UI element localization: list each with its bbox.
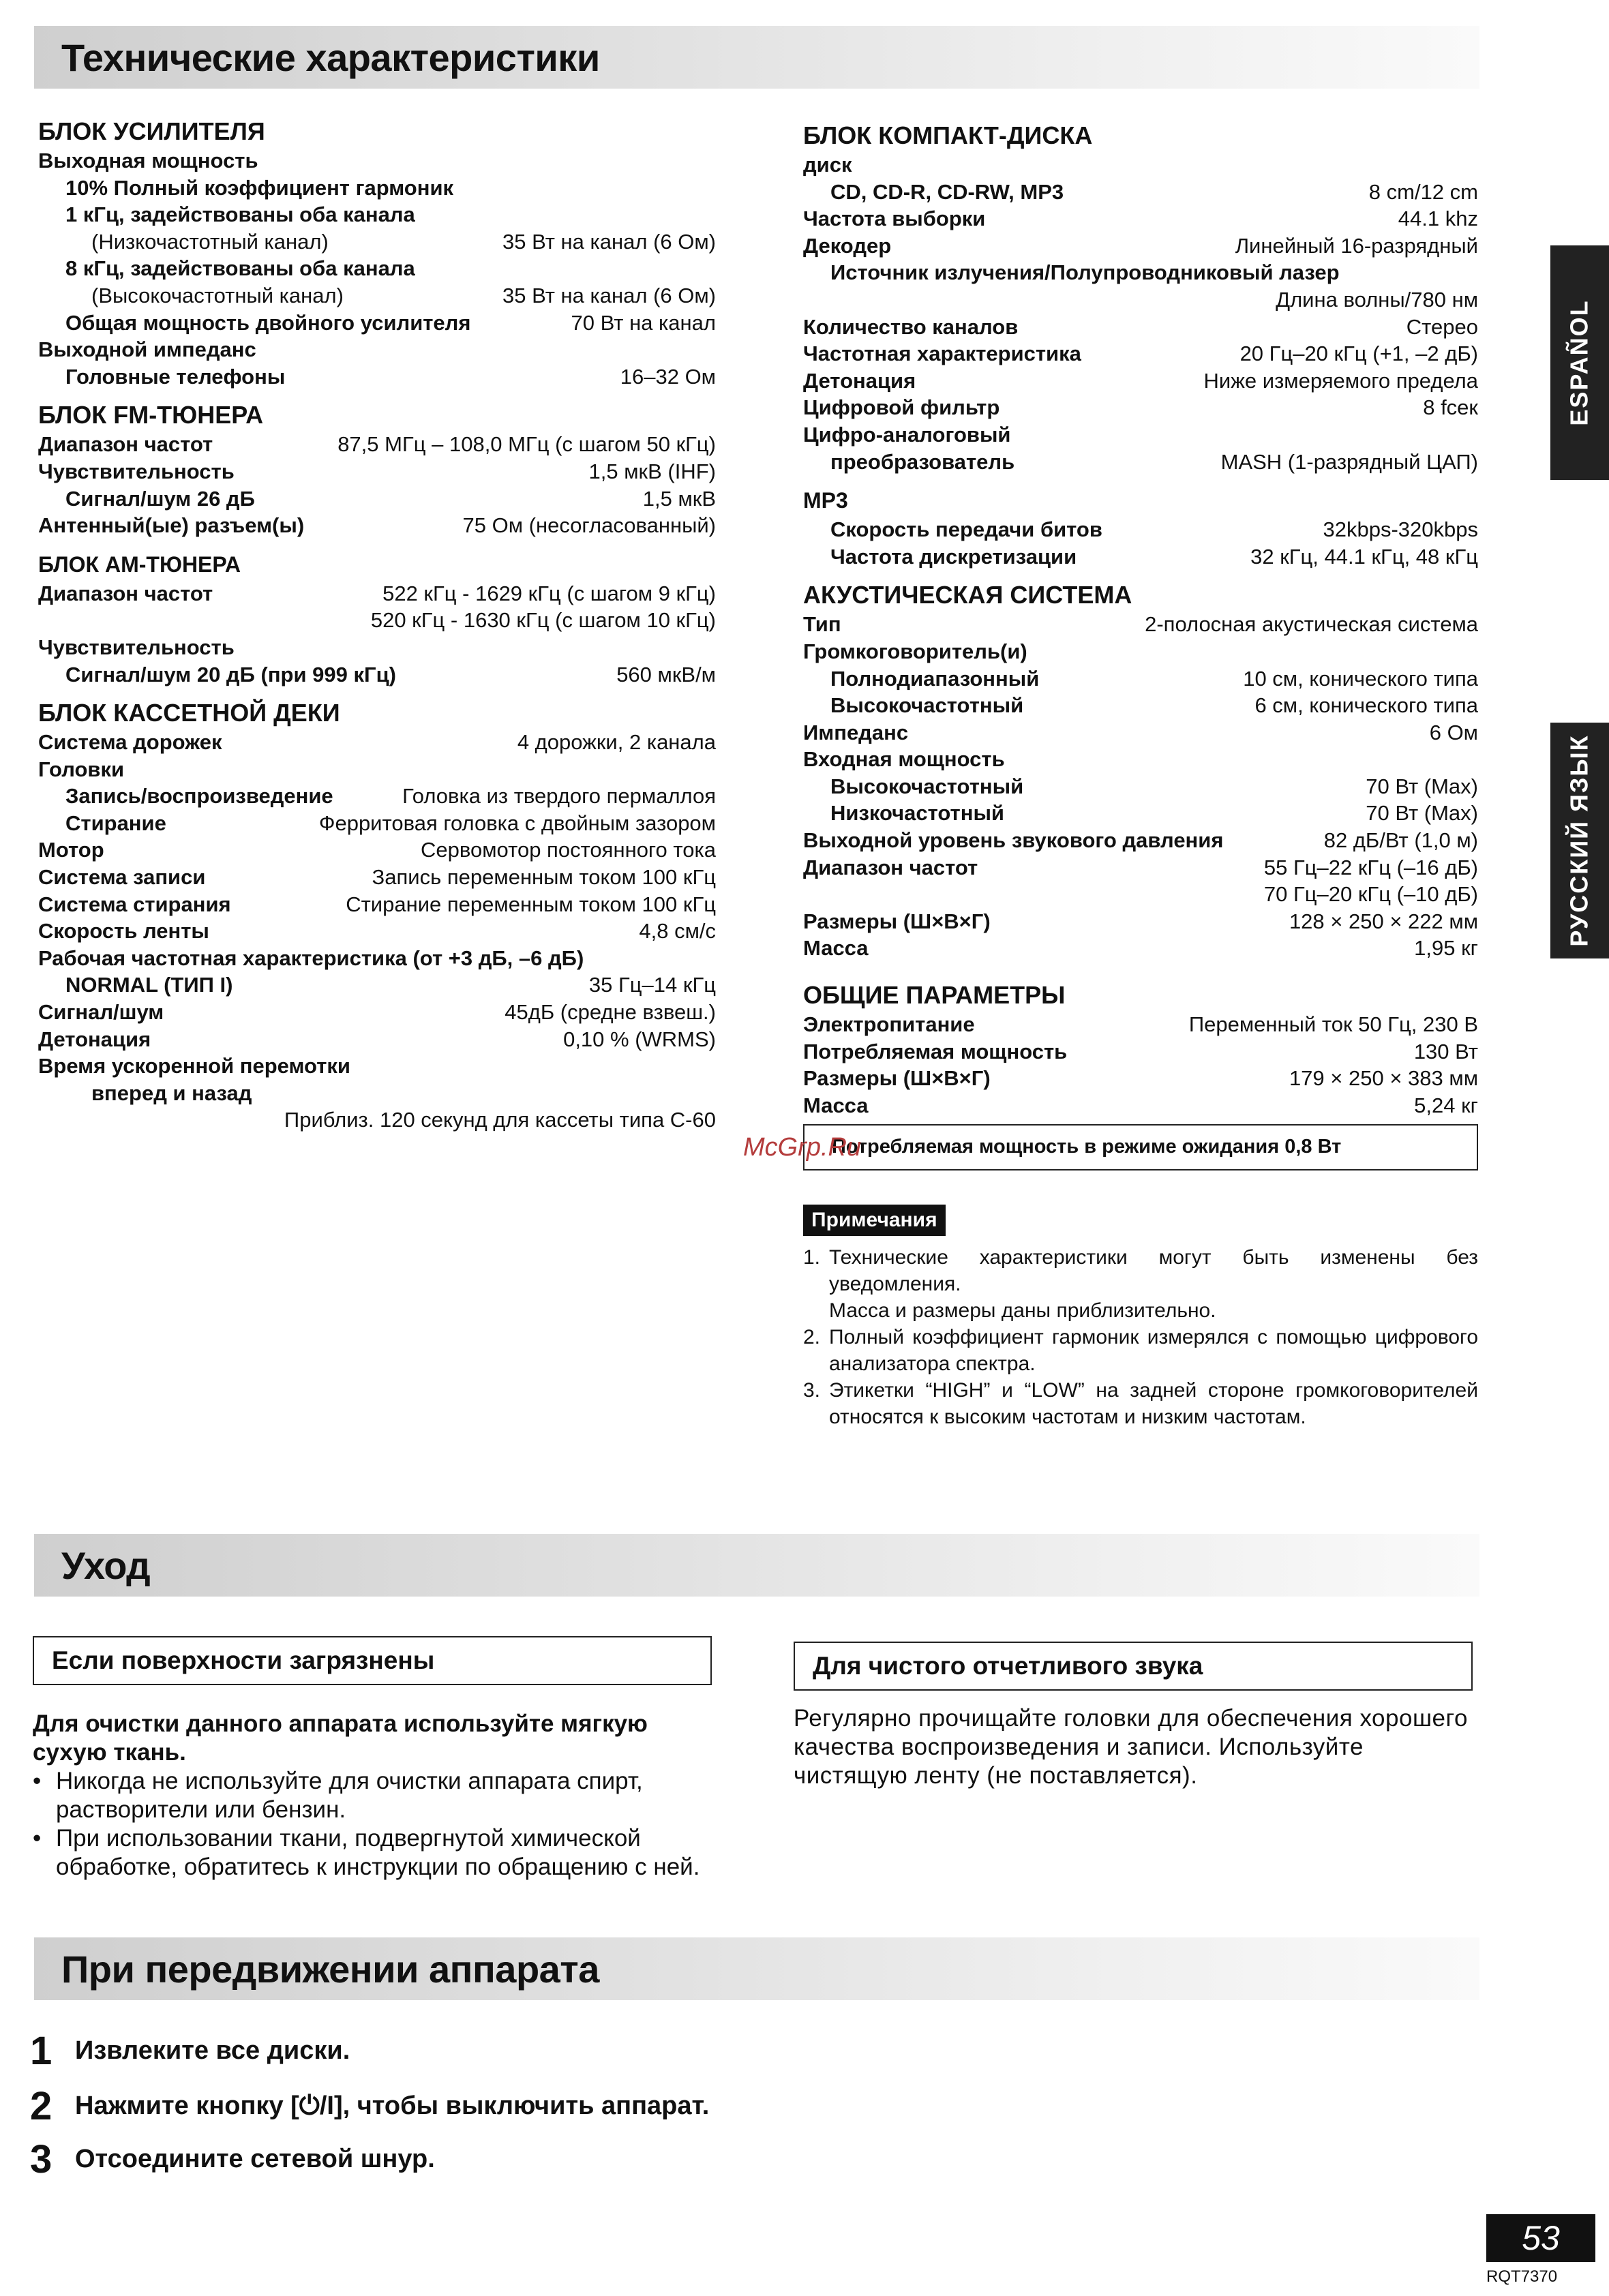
spec-row: Головные телефоны 16–32 Ом [65,364,716,389]
spec-row: Диапазон частот 55 Гц–22 кГц (–16 дБ) [803,855,1478,879]
spec-row: Запись/воспроизведение Головка из твердого пермаллоя [65,784,716,809]
amp-section-title: БЛОК УСИЛИТЕЛЯ [38,117,265,145]
spec-row: Цифро-аналоговый [803,422,1011,447]
spec-row: Общая мощность двойного усилителя 70 Вт на канал [65,310,716,335]
spec-row: вперед и назад [91,1081,252,1105]
document-code: RQT7370 [1486,2267,1558,2286]
page-number: 53 [1486,2214,1595,2262]
spec-row: Детонация Ниже измеряемого предела [803,368,1478,393]
standby-power-box: Потребляемая мощность в режиме ожидания 0,8 Вт [803,1124,1478,1170]
step-1 [30,2028,350,2074]
care-title-band [34,1534,1479,1597]
step-3 [30,2136,435,2182]
spec-row: 1 кГц, задействованы оба канала [65,202,415,227]
spec-row: Количество каналов Стерео [803,314,1478,339]
spec-row: Цифровой фильтр 8 fсек [803,395,1478,420]
step-text: Извлеките все диски. [75,2036,350,2065]
spec-row: Частота выборки 44.1 khz [803,207,1478,231]
spec-row: Приблиз. 120 секунд для кассеты типа С-60 [284,1108,716,1132]
step-text: Нажмите кнопку [⏻/I], чтобы выключить аппарат. [75,2091,710,2120]
note-item: 1. Технические характеристики могут быть изменены без уведомления. [803,1245,1478,1295]
spec-row: Электропитание Переменный ток 50 Гц, 230 В [803,1012,1478,1037]
note-item: Масса и размеры даны приблизительно. [829,1299,1216,1322]
spec-row: диск [803,153,852,177]
spec-row: Скорость ленты 4,8 см/с [38,919,716,943]
general-section-title: ОБЩИЕ ПАРАМЕТРЫ [803,981,1066,1010]
language-tab-russian [1550,723,1609,958]
notes-list [803,1244,1478,1430]
care-bullet: • При использовании ткани, подвергнутой химической обработке, обратитесь к инструкции по обращению с ней. [33,1825,700,1880]
spec-row: Антенный(ые) разъем(ы) 75 Ом (несогласованный) [38,513,716,538]
spec-row: (Высокочастотный канал) 35 Вт на канал (6 Ом) [91,283,716,307]
spec-row: Частотная характеристика 20 Гц–20 кГц (+1, –2 дБ) [803,342,1478,366]
mp3-section-title: MP3 [803,488,848,513]
spec-row: Система стирания Стирание переменным током 100 кГц [38,892,716,916]
fm-section-title: БЛОК FM-ТЮНЕРА [38,401,264,429]
step-number: 1 [30,2029,52,2073]
spec-row: Низкочастотный 70 Вт (Max) [830,801,1478,826]
spec-row: Размеры (Ш×В×Г) 179 × 250 × 383 мм [803,1066,1478,1091]
spec-row: Чувствительность 1,5 мкВ (IHF) [38,459,716,483]
speakers-section-title: АКУСТИЧЕСКАЯ СИСТЕМА [803,581,1132,609]
am-section-title: БЛОК АМ-ТЮНЕРА [38,552,241,577]
spec-row: Входная мощность [803,747,1005,772]
spec-row: Декодер Линейный 16-разрядный [803,233,1478,258]
step-number: 2 [30,2084,52,2128]
spec-row: Масса 5,24 кг [803,1093,1478,1117]
spec-row: Скорость передачи битов 32kbps-320kbps [830,517,1478,542]
spec-row: Диапазон частот 522 кГц - 1629 кГц (с шагом 9 кГц) [38,581,716,605]
spec-row: Сигнал/шум 20 дБ (при 999 кГц) 560 мкВ/м [65,662,716,686]
specs-right-column [803,120,1478,1430]
spec-row: Импеданс 6 Ом [803,720,1478,744]
spec-row: 520 кГц - 1630 кГц (с шагом 10 кГц) [370,608,716,633]
spec-row: 8 кГц, задействованы оба канала [65,256,415,281]
spec-row: Источник излучения/Полупроводниковый лазер [830,260,1340,285]
cd-section-title: БЛОК КОМПАКТ-ДИСКА [803,121,1093,149]
spec-row: Выходной импеданс [38,337,256,362]
care-bullet: • Никогда не используйте для очистки аппарата спирт, растворители или бензин. [33,1768,643,1823]
spec-title: Технические характеристики [61,35,600,79]
spec-row: Чувствительность [38,635,235,659]
spec-row: Размеры (Ш×В×Г) 128 × 250 × 222 мм [803,909,1478,933]
moving-title: При передвижении аппарата [61,1947,599,1991]
spec-title-band [34,26,1479,89]
spec-row: Потребляемая мощность 130 Вт [803,1039,1478,1063]
care-right-body: Регулярно прочищайте головки для обеспечения хорошего качества воспроизведения и записи. Используйте чистящую ленту (не поставляется). [794,1705,1468,1789]
spec-row: Мотор Сервомотор постоянного тока [38,838,716,862]
note-item: 3. Этикетки “HIGH” и “LOW” на задней стороне громкоговорителей относятся к высоким частотам и низким частотам. [803,1378,1478,1428]
care-left-heading: Если поверхности загрязнены [33,1636,712,1685]
spec-row: NORMAL (ТИП I) 35 Гц–14 кГц [65,973,716,997]
step-2 [30,2083,709,2129]
spec-row: Время ускоренной перемотки [38,1054,350,1078]
bullet-icon: • [33,1825,42,1852]
spec-row: Сигнал/шум 45дБ (средне взвеш.) [38,1000,716,1025]
spec-row: преобразователь MASH (1-разрядный ЦАП) [830,449,1478,474]
step-number: 3 [30,2137,52,2181]
notes-label: Примечания [803,1205,946,1236]
note-item: 2. Полный коэффициент гармоник измерялся с помощью цифрового анализатора спектра. [803,1325,1478,1375]
spec-row: Тип 2-полосная акустическая система [803,612,1478,637]
care-bullets [33,1767,712,1882]
spec-row: Полнодиапазонный 10 см, конического типа [830,666,1478,691]
language-tab-espanol-label: ESPAÑOL [1565,299,1594,426]
spec-row: Рабочая частотная характеристика (от +3 дБ, –6 дБ) [38,946,584,970]
specs-left-column [38,116,716,1134]
care-title: Уход [61,1543,151,1587]
care-left-lead: Для очистки данного аппарата используйте мягкую сухую ткань. [33,1710,648,1766]
moving-title-band [34,1937,1479,2000]
spec-row: Высокочастотный 70 Вт (Max) [830,774,1478,798]
spec-row: Громкоговоритель(и) [803,639,1027,663]
watermark: McGrp.Ru [743,1133,862,1162]
spec-row: Детонация 0,10 % (WRMS) [38,1027,716,1051]
language-tab-russian-label: РУССКИЙ ЯЗЫК [1565,734,1594,947]
spec-row: Высокочастотный 6 см, конического типа [830,693,1478,718]
spec-row: Масса 1,95 кг [803,936,1478,961]
language-tab-espanol [1550,245,1609,480]
spec-row: Система записи Запись переменным током 100 кГц [38,865,716,890]
spec-row: Головки [38,757,125,781]
spec-row: 70 Гц–20 кГц (–10 дБ) [1263,882,1478,907]
spec-row: Стирание Ферритовая головка с двойным зазором [65,811,716,835]
deck-section-title: БЛОК КАССЕТНОЙ ДЕКИ [38,699,340,727]
care-right-heading: Для чистого отчетливого звука [794,1642,1473,1691]
spec-row: Выходная мощность [38,149,258,172]
step-text: Отсоедините сетевой шнур. [75,2145,435,2173]
spec-row: Длина волны/780 нм [1276,287,1478,312]
spec-row: Частота дискретизации 32 кГц, 44.1 кГц, 48 кГц [830,544,1478,569]
spec-row: Выходной уровень звукового давления 82 дБ/Вт (1,0 м) [803,828,1478,853]
spec-row: (Низкочастотный канал) 35 Вт на канал (6 Ом) [91,229,716,254]
spec-row: 10% Полный коэффициент гармоник [65,175,454,200]
bullet-icon: • [33,1768,42,1794]
care-left-body [33,1710,712,1882]
spec-row: Сигнал/шум 26 дБ 1,5 мкВ [65,486,716,511]
spec-row: CD, CD-R, CD-RW, MP3 8 cm/12 cm [830,179,1478,204]
spec-row: Система дорожек 4 дорожки, 2 канала [38,730,716,755]
spec-row: Диапазон частот 87,5 МГц – 108,0 МГц (с шагом 50 кГц) [38,432,716,457]
